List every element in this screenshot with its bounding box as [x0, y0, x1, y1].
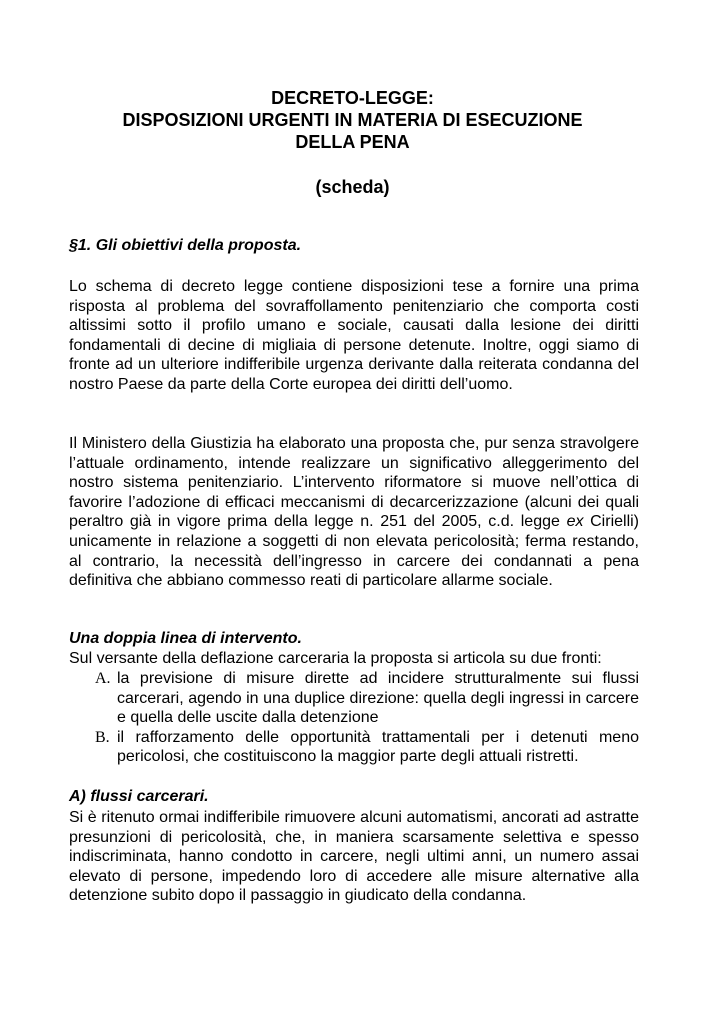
section-heading-flows: A) flussi carcerari.	[69, 788, 209, 805]
paragraph-ministry-text-after: Cirielli) unicamente in relazione a soggetti di non elevata pericolosità; ferma restando, al contrario, la necessità dell’ingresso in carcere dei condannati a pena definitiva che abbiano commesso reati di particolare allarme sociale.	[69, 513, 640, 590]
title-line-2: DISPOSIZIONI URGENTI IN MATERIA DI ESECUZIONE	[122, 110, 583, 130]
list-item-text: la previsione di misure dirette ad incidere strutturalmente sui flussi carcerari, agendo in una duplice direzione: quella degli ingressi in carcere e quella delle uscite dalla detenzione	[117, 670, 639, 727]
title-line-1: DECRETO-LEGGE:	[271, 88, 434, 108]
section-heading-intervention: Una doppia linea di intervento.	[69, 630, 302, 647]
document-subtitle: (scheda)	[315, 177, 390, 197]
list-marker: B.	[95, 728, 110, 746]
paragraph-ministry-proposal	[69, 434, 639, 591]
list-item-text: il rafforzamento delle opportunità trattamentali per i detenuti meno pericolosi, che costituiscono la maggior parte degli attuali ristretti.	[117, 728, 639, 766]
paragraph-ministry-text-before: Il Ministero della Giustizia ha elaborato una proposta che, pur senza stravolgere l’attuale ordinamento, intende realizzare un significativo alleggerimento del nostro sistema penitenziario. L’intervento riformatore si muove nell’ottica di favorire l’adozione di efficaci meccanismi di decarcerizzazione (alcuni dei quali peraltro già in vigore prima della legge n. 251 del 2005, c.d. legge	[69, 435, 639, 531]
paragraph-ministry-italic: ex	[566, 513, 584, 531]
paragraph-objectives: Lo schema di decreto legge contiene disposizioni tese a fornire una prima risposta al problema del sovraffollamento penitenziario che comporta costi altissimi sotto il profilo umano e sociale, causati dalla lesione dei diritti fondamentali di decine di migliaia di persone detenute. Inoltre, oggi siamo di fronte ad un ulteriore indifferibile urgenza derivante dalla reiterata condanna del nostro Paese da parte della Corte europea dei diritti dell’uomo.	[69, 278, 639, 393]
list-marker: A.	[95, 670, 111, 687]
list-item	[69, 728, 639, 767]
intervention-list	[69, 669, 639, 767]
title-line-3: DELLA PENA	[295, 132, 410, 152]
intervention-intro: Sul versante della deflazione carceraria la proposta si articola su due fronti:	[69, 650, 602, 667]
paragraph-flows: Si è ritenuto ormai indifferibile rimuovere alcuni automatismi, ancorati ad astratte presunzioni di pericolosità, che, in maniera scarsamente selettiva e spesso indiscriminata, hanno condotto in carcere, negli ultimi anni, un numero assai elevato di persone, impedendo loro di accedere alle misure alternative alla detenzione subito dopo il passaggio in giudicato della condanna.	[69, 809, 639, 905]
section-heading-objectives: §1. Gli obiettivi della proposta.	[69, 237, 302, 254]
list-item	[69, 669, 639, 728]
